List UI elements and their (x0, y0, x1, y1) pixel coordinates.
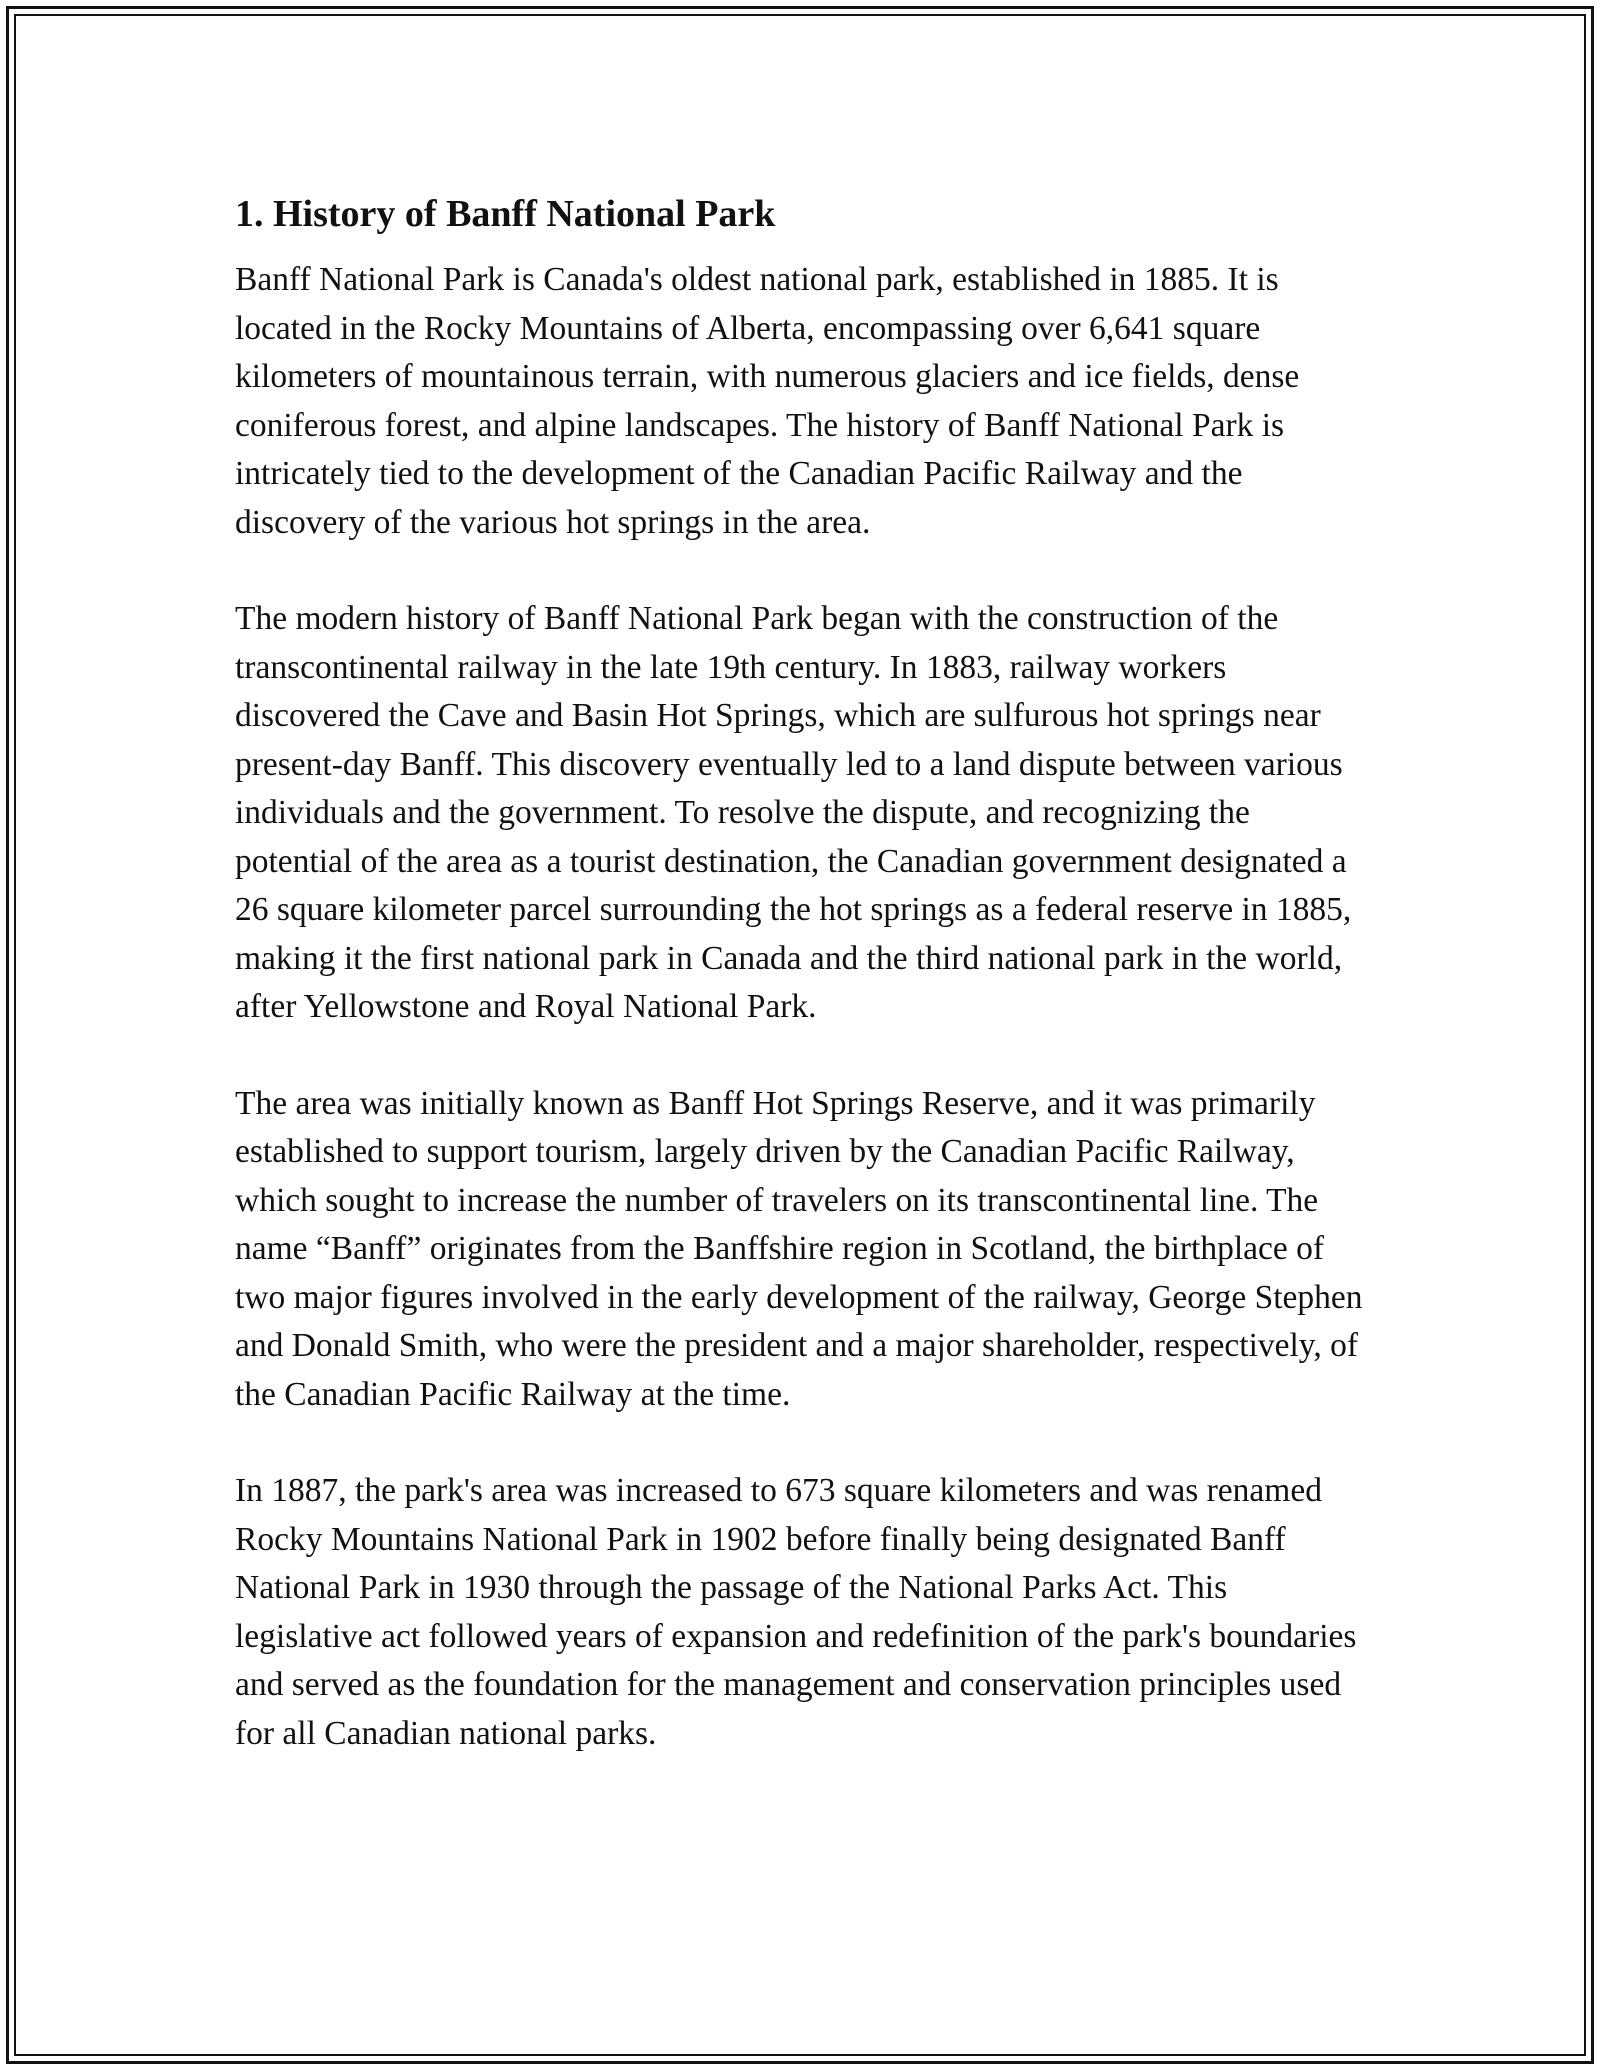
paragraph-overview: Banff National Park is Canada's oldest national park, established in 1885. It is located in the Rocky Mountains of Alberta, encompassing over 6,641 square kilometers of mountainous terrain, with numerous glaciers and ice fields, dense coniferous forest, and alpine landscapes. The history of Banff National Park is intricately tied to the development of the Canadian Pacific Railway and the discovery of the various hot springs in the area. (235, 261, 1300, 541)
section-title: 1. History of Banff National Park (235, 193, 776, 235)
paragraph-expansion: In 1887, the park's area was increased to 673 square kilometers and was renamed Rocky Mountains National Park in 1902 before finally being designated Banff National Park in 1930 through the passage of the National Parks Act. This legislative act followed years of expansion and redefinition of the park's boundaries and served as the foundation for the management and conservation principles used for all Canadian national parks. (235, 1472, 1357, 1752)
document-body (235, 188, 1365, 1806)
paragraph-modern-history: The modern history of Banff National Park began with the construction of the transcontinental railway in the late 19th century. In 1883, railway workers discovered the Cave and Basin Hot Springs, which are sulfurous hot springs near present-day Banff. This discovery eventually led to a land dispute between various individuals and the government. To resolve the dispute, and recognizing the potential of the area as a tourist destination, the Canadian government designated a 26 square kilometer parcel surrounding the hot springs as a federal reserve in 1885, making it the first national park in Canada and the third national park in the world, after Yellowstone and Royal National Park. (235, 600, 1352, 1025)
paragraph-naming: The area was initially known as Banff Hot Springs Reserve, and it was primarily established to support tourism, largely driven by the Canadian Pacific Railway, which sought to increase the number of travelers on its transcontinental line. The name “Banff” originates from the Banffshire region in Scotland, the birthplace of two major figures involved in the early development of the railway, George Stephen and Donald Smith, who were the president and a major shareholder, respectively, of the Canadian Pacific Railway at the time. (235, 1084, 1363, 1413)
